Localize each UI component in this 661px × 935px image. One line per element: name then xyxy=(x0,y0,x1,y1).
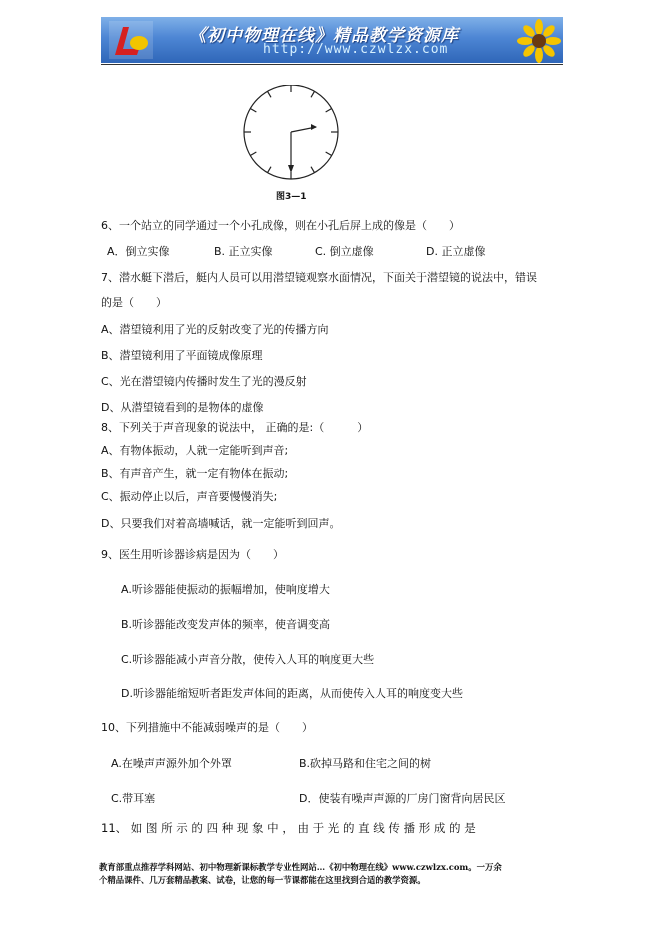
q10-option-a: A.在噪声声源外加个外罩 xyxy=(111,757,232,770)
banner-title: 《初中物理在线》精品教学资源库 xyxy=(189,26,459,46)
q9-option-d: D.听诊器能缩短听者距发声体间的距离，从而使传入人耳的响度变大些 xyxy=(121,687,463,700)
banner-url[interactable]: http://www.czwlzx.com xyxy=(263,42,449,57)
clock-tick xyxy=(311,91,315,97)
logo-icon xyxy=(109,21,153,59)
q7-option-a: A、潜望镜利用了光的反射改变了光的传播方向 xyxy=(101,323,329,336)
question-7-stem: 7、潜水艇下潜后，艇内人员可以用潜望镜观察水面情况，下面关于潜望镜的说法中，错误 xyxy=(101,271,537,284)
q9-option-b: B.听诊器能改变发声体的频率，使音调变高 xyxy=(121,618,331,631)
header-banner xyxy=(101,17,563,63)
q8-option-c: C、振动停止以后，声音要慢慢消失; xyxy=(101,490,278,503)
footer-line-1: 教育部重点推荐学科网站、初中物理新课标教学专业性网站…《初中物理在线》www.czwlzx.com。一万余 xyxy=(99,862,502,872)
question-7-stem-cont: 的是（ ） xyxy=(101,296,167,309)
q6-option-c: C. 倒立虚像 xyxy=(315,245,374,258)
q7-option-d: D、从潜望镜看到的是物体的虚像 xyxy=(101,401,264,414)
clock-tick xyxy=(250,152,256,156)
question-9-stem: 9、医生用听诊器诊病是因为（ ） xyxy=(101,548,284,561)
q10-option-c: C.带耳塞 xyxy=(111,792,156,805)
clock-tick xyxy=(326,152,332,156)
q6-option-a: A．倒立实像 xyxy=(107,245,170,258)
clock-tick xyxy=(326,109,332,113)
clock-figure xyxy=(240,85,342,191)
question-10-stem: 10、下列措施中不能减弱噪声的是（ ） xyxy=(101,721,313,734)
q7-option-b: B、潜望镜利用了平面镜成像原理 xyxy=(101,349,263,362)
q10-option-d: D．使装有噪声声源的厂房门窗背向居民区 xyxy=(299,792,506,805)
question-6-stem: 6、一个站立的同学通过一个小孔成像，则在小孔后屏上成的像是（ ） xyxy=(101,219,460,232)
hand-arrow xyxy=(288,165,294,173)
question-11-stem: 11、 如 图 所 示 的 四 种 现 象 中 ， 由 于 光 的 直 线 传 播 形 成 的 是 xyxy=(101,821,476,835)
q7-option-c: C、光在潜望镜内传播时发生了光的漫反射 xyxy=(101,375,307,388)
clock-tick xyxy=(311,167,315,173)
clock-tick xyxy=(268,167,272,173)
q9-option-c: C.听诊器能减小声音分散，使传入人耳的响度更大些 xyxy=(121,653,375,666)
page-footer xyxy=(99,861,559,887)
figure-caption: 图3—1 xyxy=(276,192,307,202)
hand-arrow xyxy=(311,124,317,130)
q6-option-d: D. 正立虚像 xyxy=(426,245,486,258)
q8-option-a: A、有物体振动，人就一定能听到声音; xyxy=(101,444,289,457)
clock-tick xyxy=(250,109,256,113)
question-8-stem: 8、下列关于声音现象的说法中， 正确的是:（ ） xyxy=(101,421,369,434)
q9-option-a: A.听诊器能使振动的振幅增加，使响度增大 xyxy=(121,583,330,596)
q6-option-b: B. 正立实像 xyxy=(214,245,273,258)
header-divider xyxy=(101,64,563,65)
clock-tick xyxy=(268,91,272,97)
footer-line-2: 个精品课件、几万套精品教案、试卷，让您的每一节课都能在这里找到合适的教学资源。 xyxy=(99,875,426,885)
q10-option-b: B.砍掉马路和住宅之间的树 xyxy=(299,757,432,770)
q8-option-d: D、只要我们对着高墙喊话，就一定能听到回声。 xyxy=(101,517,341,530)
sunflower-icon xyxy=(517,19,561,63)
q8-option-b: B、有声音产生，就一定有物体在振动; xyxy=(101,467,289,480)
